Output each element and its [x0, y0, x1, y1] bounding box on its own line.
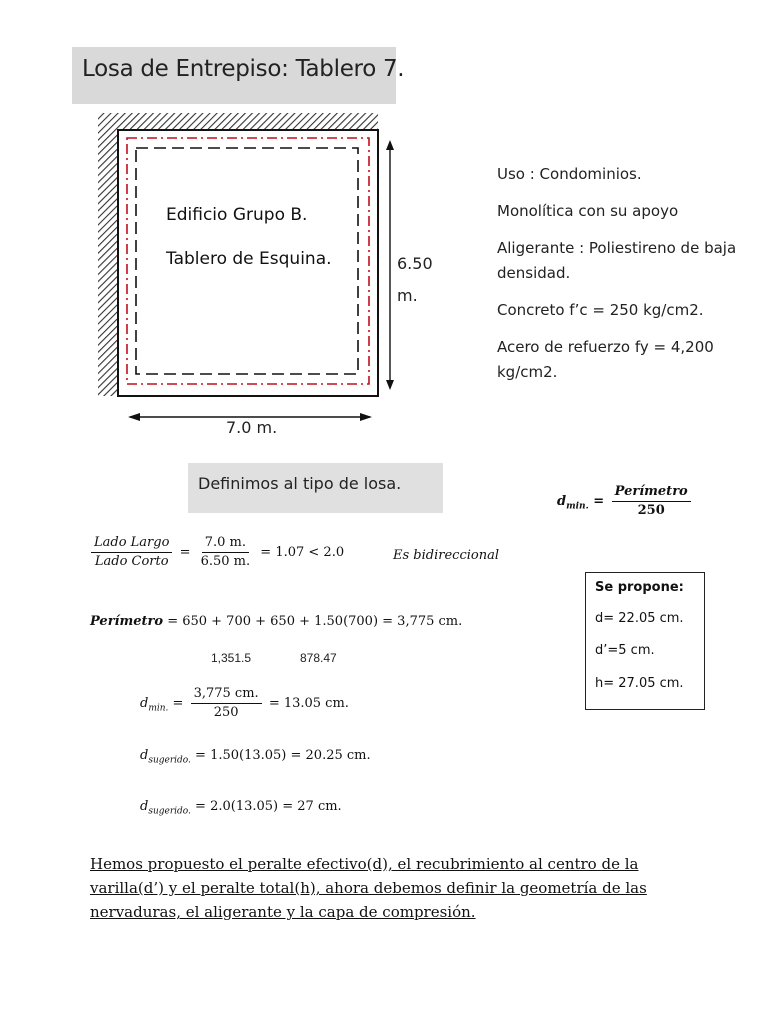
dmin-symbol: $d_{min.}$	[140, 696, 169, 714]
vertical-dimension-value: 6.50	[397, 254, 433, 273]
aux-number: 878.47	[300, 651, 337, 665]
page-title: Losa de Entrepiso: Tablero 7.	[82, 56, 405, 82]
d-suggested-expression: = 2.0(13.05) = 27 cm.	[195, 799, 342, 814]
proposal-title: Se propone:	[595, 580, 684, 595]
dmin-calc-result: = 13.05 cm.	[268, 696, 349, 711]
dmin-calculation: $d_{min.}$ = $\frac{3,775 cm.}{250}$ = 13.05 cm.	[140, 686, 349, 720]
design-notes	[497, 162, 737, 397]
conclusion-paragraph: Hemos propuesto el peralte efectivo(d), el recubrimiento al centro de la varilla(d’) y el peralte total(h), ahora debemos definir la geometría de las nervaduras, el aligerante y la capa de compresión.	[90, 855, 647, 921]
perimeter-label: Perímetro	[90, 614, 164, 629]
perimeter-expression: = 650 + 700 + 650 + 1.50(700) = 3,775 cm.	[167, 614, 463, 629]
dmin-calc-denominator: 250	[213, 705, 239, 720]
long-side-label: Lado Largo	[91, 535, 172, 553]
horizontal-dimension-label: 7.0 m.	[226, 418, 278, 437]
long-side-value: 7.0 m.	[202, 535, 249, 553]
short-side-label: Lado Corto	[94, 554, 169, 569]
dmin-fraction	[612, 484, 691, 519]
dmin-calc-fraction	[191, 686, 262, 721]
vertical-dimension-unit: m.	[397, 286, 418, 305]
d-suggested-equation-1	[140, 748, 371, 766]
value-fraction	[198, 535, 254, 570]
section-heading: Definimos al tipo de losa.	[198, 474, 402, 493]
note-item: Uso : Condominios.	[497, 165, 642, 183]
proposal-box	[585, 572, 705, 710]
dmin-denominator: 250	[637, 503, 665, 518]
left-support-hatch	[98, 113, 118, 396]
d-suggested-expression: = 1.50(13.05) = 20.25 cm.	[195, 748, 371, 763]
dmin-calc-numerator: 3,775 cm.	[191, 686, 262, 704]
d-suggested-symbol: $d_{sugerido.}$	[140, 799, 191, 817]
note-item: Aligerante : Poliestireno de baja densidad.	[497, 239, 737, 282]
bidirectional-conclusion: Es bidireccional	[393, 548, 499, 563]
ratio-result: = 1.07 < 2.0	[260, 545, 345, 560]
top-support-hatch	[98, 113, 378, 130]
label-fraction	[91, 535, 172, 570]
d-suggested-equation-2	[140, 799, 342, 817]
d-suggested-symbol: $d_{sugerido.}$	[140, 748, 191, 766]
dmin-numerator: Perímetro	[612, 484, 691, 502]
perimeter-equation	[90, 614, 462, 629]
short-side-value: 6.50 m.	[200, 554, 251, 569]
proposal-dprime: d’=5 cm.	[595, 643, 655, 658]
aux-number: 1,351.5	[211, 651, 252, 665]
note-item: Concreto f’c = 250 kg/cm2.	[497, 301, 704, 319]
dmin-symbol: $d_{min.}$	[557, 494, 589, 512]
dmin-formula: $d_{min.}$ = $\frac{\text{Perímetro}}{250}$	[557, 484, 694, 519]
proposal-h: h= 27.05 cm.	[595, 676, 684, 691]
ratio-equation: $\frac{\text{Lado Largo}}{\text{Lado Corto}}$ = $\frac{7.0 m.}{6.50 m.}$ = 1.07 < 2.0	[88, 535, 344, 570]
panel-type-label: Tablero de Esquina.	[166, 249, 332, 269]
building-label: Edificio Grupo B.	[166, 205, 308, 225]
vertical-dimension-label	[397, 248, 433, 312]
proposal-d: d= 22.05 cm.	[595, 611, 684, 626]
note-item: Acero de refuerzo fy = 4,200 kg/cm2.	[497, 338, 714, 381]
note-item: Monolítica con su apoyo	[497, 202, 679, 220]
